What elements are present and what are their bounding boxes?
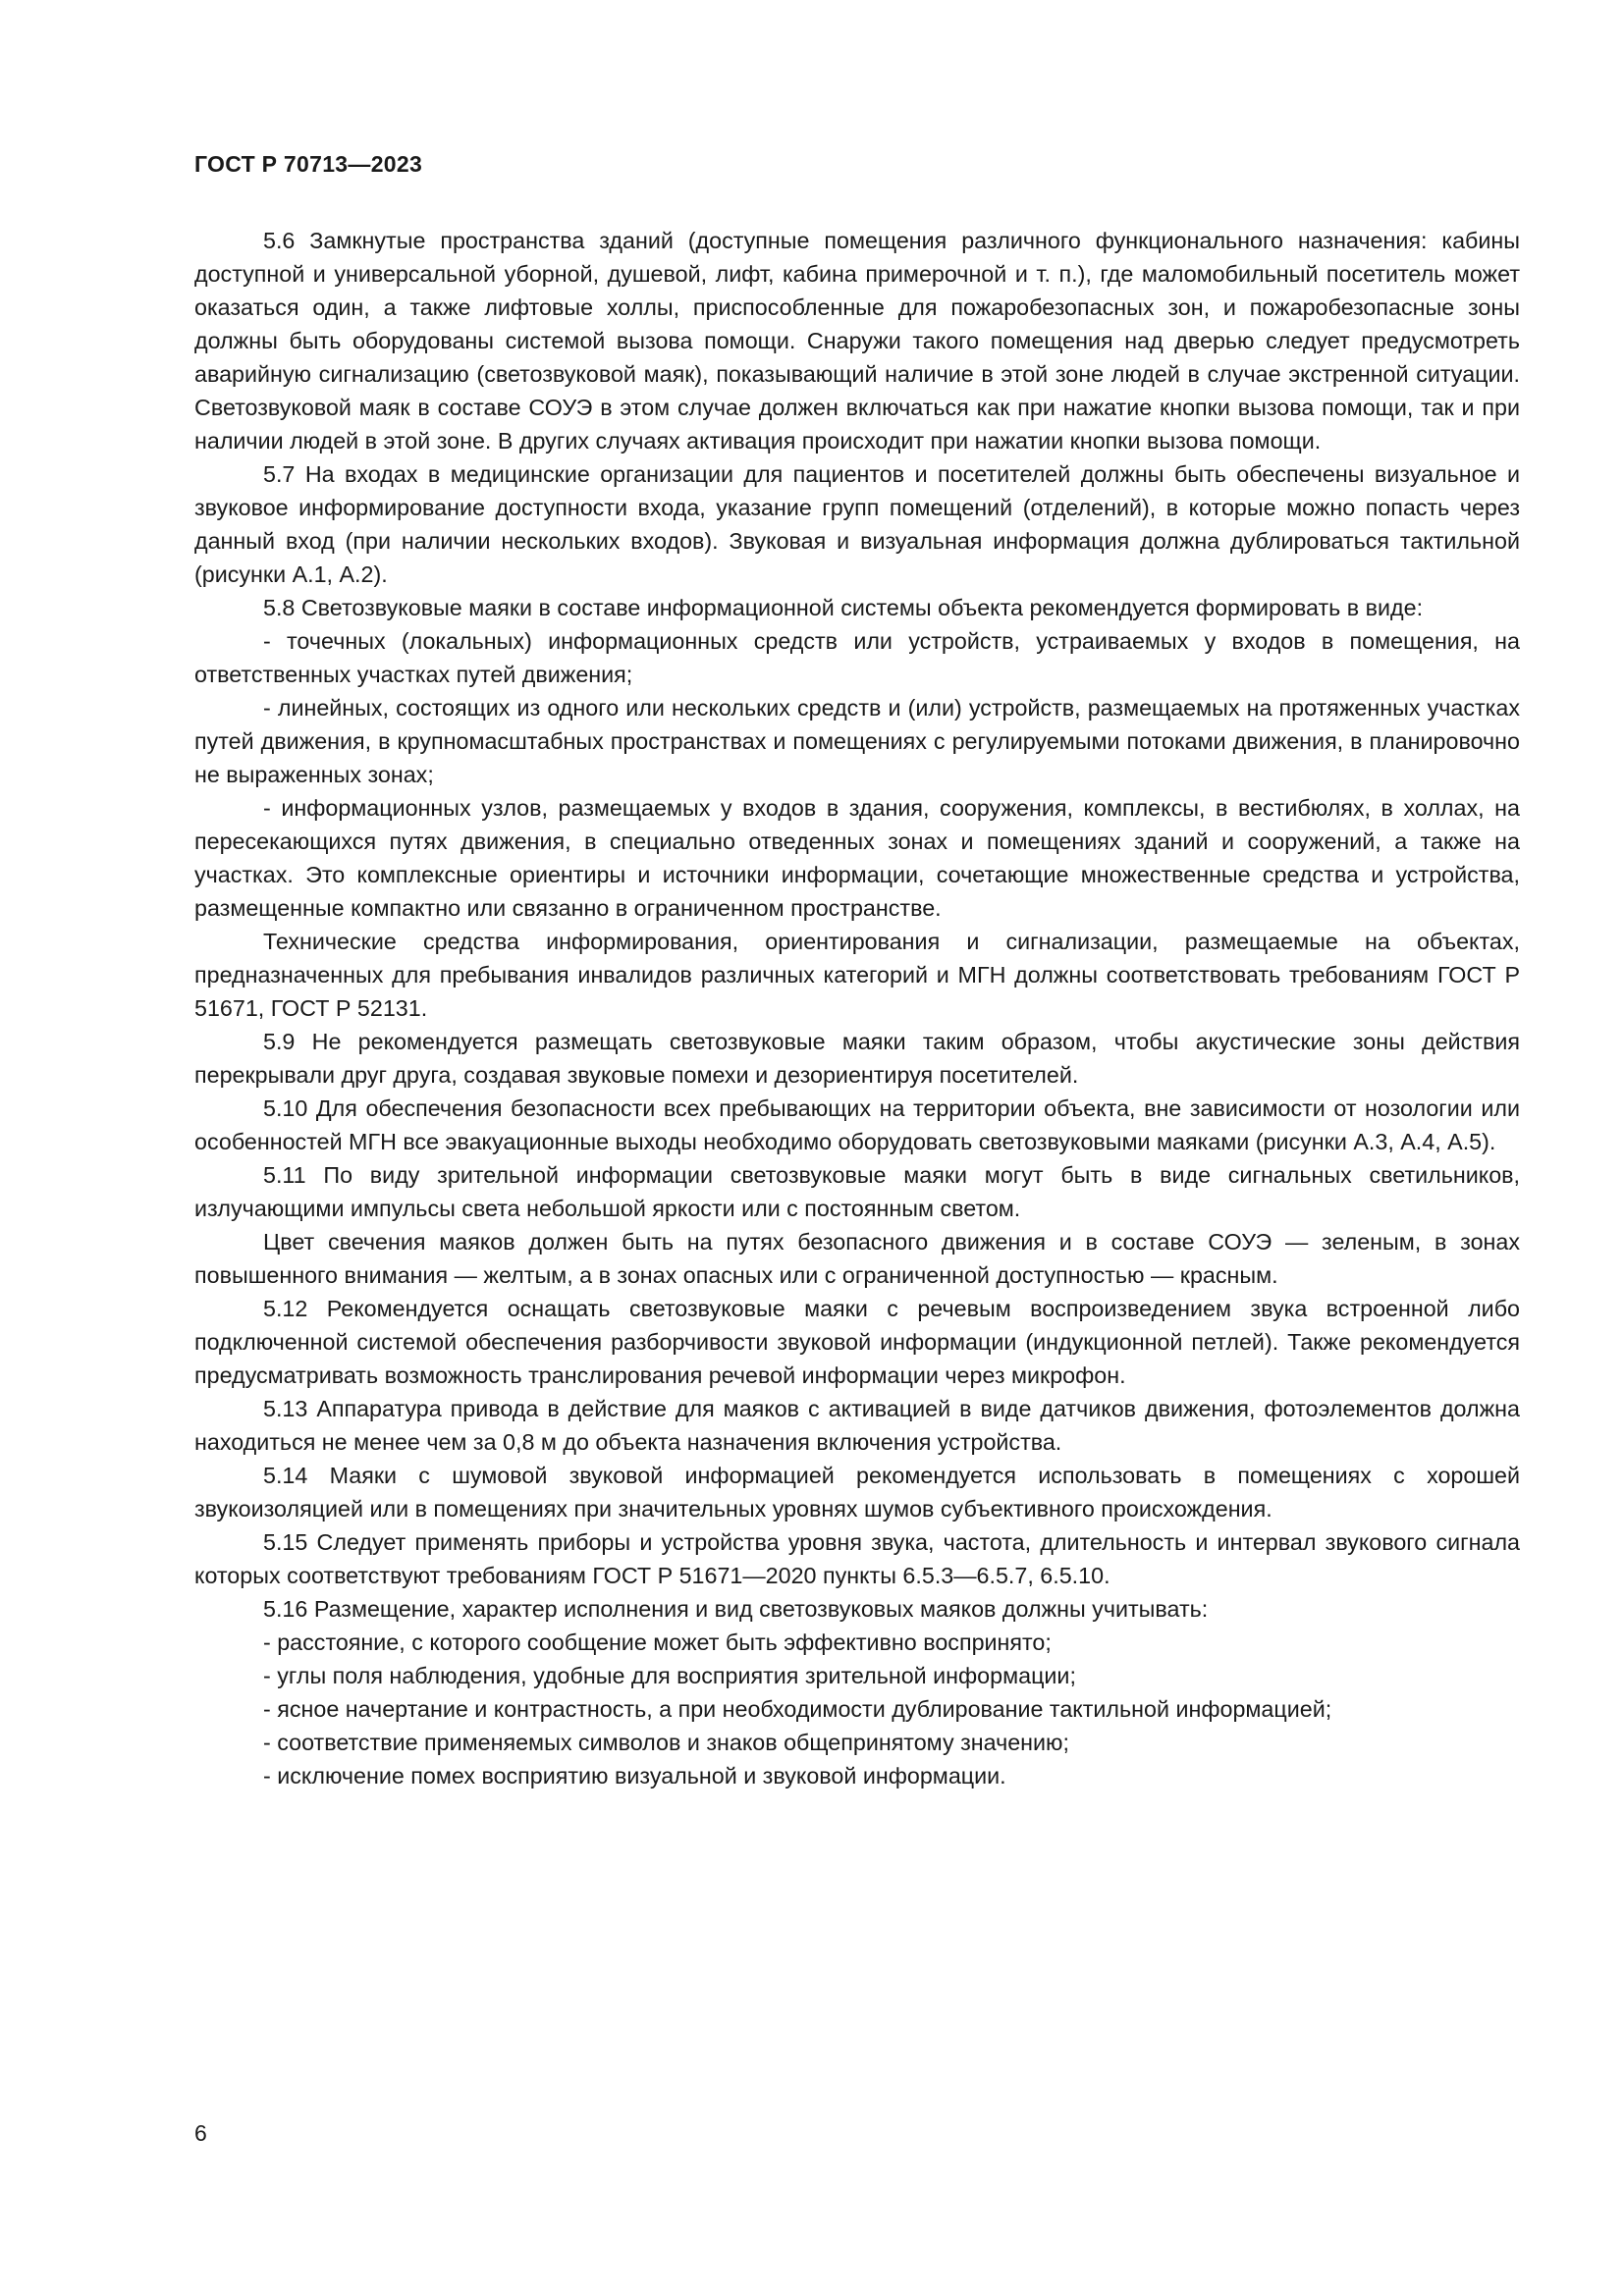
paragraph-5-16: 5.16 Размещение, характер исполнения и вид светозвуковых маяков должны учитывать: xyxy=(263,1596,1209,1622)
list-item-clear-contrast: - ясное начертание и контрастность, а при необходимости дублирование тактильной информацией; xyxy=(263,1696,1332,1722)
paragraph-5-14: 5.14 Маяки с шумовой звуковой информацией рекомендуется использовать в помещениях с хорошей звукоизоляцией или в помещениях при значительных уровнях шумов субъективного происхождения. xyxy=(194,1463,1520,1522)
list-item-linear-means: - линейных, состоящих из одного или нескольких средств и (или) устройств, размещаемых на протяженных участках путей движения, в крупномасштабных пространствах и помещениях с регулируемыми потоками движения, в планировочно не выраженных зонах; xyxy=(194,695,1520,787)
paragraph-5-15: 5.15 Следует применять приборы и устройства уровня звука, частота, длительность и интервал звукового сигнала которых соответствуют требованиям ГОСТ Р 51671—2020 пункты 6.5.3—6.5.7, 6.5.10. xyxy=(194,1529,1520,1588)
paragraph-5-6: 5.6 Замкнутые пространства зданий (доступные помещения различного функционального назначения: кабины доступной и универсальной уборной, душевой, лифт, кабина примерочной и т. п.), где маломобильный посетитель может оказаться один, а также лифтовые холлы, приспособленные для пожаробезопасных зон, и пожаробезопасные зоны должны быть оборудованы системой вызова помощи. Снаружи такого помещения над дверью следует предусмотреть аварийную сигнализацию (светозвуковой маяк), показывающий наличие в этой зоне людей в случае экстренной ситуации. Светозвуковой маяк в составе СОУЭ в этом случае должен включаться как при нажатие кнопки вызова помощи, так и при наличии людей в этой зоне. В других случаях активация происходит при нажатии кнопки вызова помощи. xyxy=(194,228,1520,454)
paragraph-5-11: 5.11 По виду зрительной информации светозвуковые маяки могут быть в виде сигнальных светильников, излучающими импульсы света небольшой яркости или с постоянным светом. xyxy=(194,1162,1520,1221)
list-item-symbols: - соответствие применяемых символов и знаков общепринятому значению; xyxy=(263,1730,1069,1755)
paragraph-5-9: 5.9 Не рекомендуется размещать светозвуковые маяки таким образом, чтобы акустические зоны действия перекрывали друг друга, создавая звуковые помехи и дезориентируя посетителей. xyxy=(194,1029,1520,1088)
paragraph-5-7: 5.7 На входах в медицинские организации для пациентов и посетителей должны быть обеспечены визуальное и звуковое информирование доступности входа, указание групп помещений (отделений), в которые можно попасть через данный вход (при наличии нескольких входов). Звуковая и визуальная информация должна дублироваться тактильной (рисунки А.1, А.2). xyxy=(194,461,1520,587)
paragraph-5-8: 5.8 Светозвуковые маяки в составе информационной системы объекта рекомендуется формировать в виде: xyxy=(263,595,1424,620)
list-item-distance: - расстояние, с которого сообщение может быть эффективно воспринято; xyxy=(263,1629,1052,1655)
paragraph-beacon-color: Цвет свечения маяков должен быть на путях безопасного движения и в составе СОУЭ — зеленым, в зонах повышенного внимания — желтым, а в зонах опасных или с ограниченной доступностью — красным. xyxy=(194,1229,1520,1288)
paragraph-5-13: 5.13 Аппаратура привода в действие для маяков с активацией в виде датчиков движения, фотоэлементов должна находиться не менее чем за 0,8 м до объекта назначения включения устройства. xyxy=(194,1396,1520,1455)
page-number: 6 xyxy=(194,2120,207,2146)
document-body xyxy=(194,224,1520,1792)
paragraph-technical-means: Технические средства информирования, ориентирования и сигнализации, размещаемые на объектах, предназначенных для пребывания инвалидов различных категорий и МГН должны соответствовать требованиям ГОСТ Р 51671, ГОСТ Р 52131. xyxy=(194,929,1520,1021)
document-header-title: ГОСТ Р 70713—2023 xyxy=(194,151,423,177)
list-item-view-angles: - углы поля наблюдения, удобные для восприятия зрительной информации; xyxy=(263,1663,1076,1688)
paragraph-5-12: 5.12 Рекомендуется оснащать светозвуковые маяки с речевым воспроизведением звука встроенной либо подключенной системой обеспечения разборчивости звуковой информации (индукционной петлей). Также рекомендуется предусматривать возможность транслирования речевой информации через микрофон. xyxy=(194,1296,1520,1388)
paragraph-5-10: 5.10 Для обеспечения безопасности всех пребывающих на территории объекта, вне зависимости от нозологии или особенностей МГН все эвакуационные выходы необходимо оборудовать светозвуковыми маяками (рисунки А.3, А.4, А.5). xyxy=(194,1095,1520,1154)
list-item-info-nodes: - информационных узлов, размещаемых у входов в здания, сооружения, комплексы, в вестибюлях, в холлах, на пересекающихся путях движения, в специально отведенных зонах и помещениях зданий и сооружений, а также на участках. Это комплексные ориентиры и источники информации, сочетающие множественные средства и устройства, размещенные компактно или связанно в ограниченном пространстве. xyxy=(194,795,1520,921)
list-item-point-means: - точечных (локальных) информационных средств или устройств, устраиваемых у входов в помещения, на ответственных участках путей движения; xyxy=(194,628,1520,687)
list-item-no-interference: - исключение помех восприятию визуальной и звуковой информации. xyxy=(263,1763,1006,1789)
